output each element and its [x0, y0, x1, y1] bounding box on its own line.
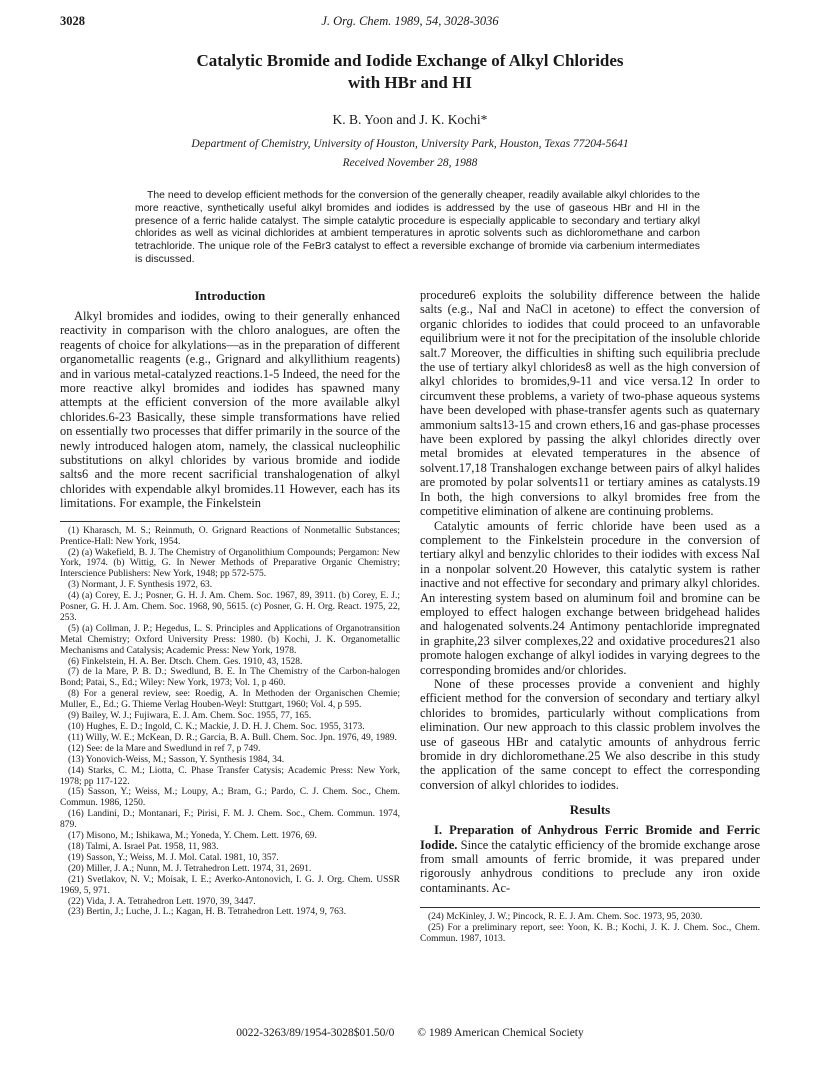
footnote: (9) Bailey, W. J.; Fujiwara, E. J. Am. Chem. Soc. 1955, 77, 165.: [68, 711, 312, 722]
abstract-text: The need to develop efficient methods for the conversion of the generally cheaper, readily available alkyl chlorides to the more reactive, synthetically useful alkyl bromides and iodides is addressed by the use of gaseous HBr and HI in the presence of a ferric halide catalyst. The simple catalytic procedure is especially applicable to secondary and tertiary alkyl chlorides as well as vicinal dichlorides at ambient temperatures in aprotic solvents such as dichloromethane and carbon tetrachloride. The unique role of the FeBr3 catalyst to effect a reversible exchange of bromide via carbenium intermediates is discussed.: [135, 190, 700, 265]
footnote: (25) For a preliminary report, see: Yoon, K. B.; Kochi, J. K. J. Chem. Soc., Chem. Commun. 1987, 1013.: [420, 923, 760, 945]
footnote: (22) Vida, J. A. Tetrahedron Lett. 1970, 39, 3447.: [68, 896, 256, 907]
affiliation: Department of Chemistry, University of Houston, University Park, Houston, Texas 77204-5641: [191, 138, 629, 150]
footnote: (4) (a) Corey, E. J.; Posner, G. H. J. Am. Chem. Soc. 1967, 89, 3911. (b) Corey, E. J.; Posner, G. H. J. Am. Chem. Soc. 1968, 90, 5615. (c) Posner, G. H. Org. React. 1975, 22, 253.: [60, 591, 400, 623]
abstract: [135, 190, 700, 267]
running-header: [60, 14, 760, 30]
title-line-1: Catalytic Bromide and Iodide Exchange of Alkyl Chlorides: [196, 51, 624, 70]
footnote: (8) For a general review, see: Roedig, A. In Methoden der Organischen Chemie; Muller, E., Ed.; G. Thieme Verlag Houben-Weyl: Stuttgart, 1960; Vol. 4, p 595.: [60, 689, 400, 711]
footnote: (2) (a) Wakefield, B. J. The Chemistry of Organolithium Compounds; Pergamon: New York, 1974. (b) Wittig, G. In Newer Methods of Preparative Organic Chemistry; Interscience Publishers: New York, 1948; pp 572-575.: [60, 547, 400, 580]
results-body: [420, 823, 760, 895]
subsection-heading: I. Preparation of Anhydrous Ferric Bromide and Ferric Iodide.: [420, 823, 760, 852]
footnote: (15) Sasson, Y.; Weiss, M.; Loupy, A.; Bram, G.; Pardo, C. J. Chem. Soc., Chem. Commun. 1986, 1250.: [60, 787, 400, 809]
footer-copyright: © 1989 American Chemical Society: [417, 1027, 584, 1039]
right-paragraph-2: Catalytic amounts of ferric chloride have been used as a complement to the Finkelstein procedure in the conversion of tertiary alkyl and benzylic chlorides to their iodides with excess NaI in a nonpolar solvent.20 However, this catalytic system is rather inactive and not effective for secondary and primary alkyl chlorides. An interesting system based on aluminum foil and bromine can be employed to effect halogen exchange between bridgehead halides and halogenated solvents.24 Antimony pentachloride impregnated in graphite,23 silver complexes,22 and oxidative procedures21 also promote halogen exchange of alkyl iodides in varying degrees to the corresponding bromides and/or chlorides.: [420, 518, 760, 677]
authors: K. B. Yoon and J. K. Kochi*: [332, 112, 488, 127]
left-footnotes: [60, 526, 400, 919]
footnote: (17) Misono, M.; Ishikawa, M.; Yoneda, Y. Chem. Lett. 1976, 69.: [68, 831, 317, 842]
footnote: (12) See: de la Mare and Swedlund in ref 7, p 749.: [68, 743, 261, 754]
footnote: (14) Starks, C. M.; Liotta, C. Phase Transfer Catysis; Academic Press: New York, 1978; pp 117-122.: [60, 765, 400, 787]
introduction-body: [60, 309, 400, 511]
results-heading: Results: [569, 802, 611, 818]
footnote: (20) Miller, J. A.; Nunn, M. J. Tetrahedron Lett. 1974, 31, 2691.: [68, 863, 312, 874]
results-paragraph: [420, 823, 760, 895]
footnote: (6) Finkelstein, H. A. Ber. Dtsch. Chem. Ges. 1910, 43, 1528.: [68, 656, 303, 667]
footnote: (10) Hughes, E. D.; Ingold, C. K.; Mackie, J. D. H. J. Chem. Soc. 1955, 3173.: [68, 722, 365, 732]
right-footnote-divider: [420, 907, 760, 908]
footnote-divider: [60, 521, 400, 522]
page-footer: [60, 1027, 760, 1039]
footnote: (13) Yonovich-Weiss, M.; Sasson, Y. Synthesis 1984, 34.: [68, 754, 285, 765]
right-paragraph-3: None of these processes provide a convenient and highly efficient method for the conversion of secondary and tertiary alkyl chlorides to bromides, particularly without complications from elimination. Our new approach to this classic problem involves the use of gaseous HBr and catalytic amounts of anhydrous ferric bromide in dry dichloromethane.25 We also describe in this study the application of the same concept to effect the corresponding conversion of alkyl chlorides to iodides.: [420, 676, 760, 792]
footnote: (11) Willy, W. E.; McKean, D. R.; Garcia, B. A. Bull. Chem. Soc. Jpn. 1976, 49, 1989.: [68, 732, 397, 743]
received-date: Received November 28, 1988: [342, 157, 478, 169]
footnote: (1) Kharasch, M. S.; Reinmuth, O. Grignard Reactions of Nonmetallic Substances; Prentice-Hall: New York, 1954.: [60, 525, 400, 547]
footnote: (18) Talmi, A. Israel Pat. 1958, 11, 983.: [68, 841, 219, 852]
footnote: (23) Bertin, J.; Luche, J. L.; Kagan, H. B. Tetrahedron Lett. 1974, 9, 763.: [68, 907, 347, 918]
page-number: 3028: [60, 14, 85, 28]
article-title: [60, 50, 760, 94]
footnote: (16) Landini, D.; Montanari, F.; Pirisi, F. M. J. Chem. Soc., Chem. Commun. 1974, 879.: [60, 809, 400, 831]
introduction-heading: Introduction: [194, 288, 266, 303]
introduction-paragraph: Alkyl bromides and iodides, owing to their generally enhanced reactivity in comparison with the chloro analogues, are often the reagents of choice for alkylations—as in the preparation of different organometallic reagents (e.g., Grignard and alkyllithium reagents) and in various metal-catalyzed reactions.1-5 Indeed, the need for the more reactive alkyl bromides and iodides has spawned many attempts at the efficient conversion of the more available alkyl chlorides.6-23 Basically, these simple transformations have relied on essentially two processes that differ primarily in the source of the newly introduced halogen atom, namely, the classical nucleophilic substitutions on alkyl chlorides by various bromide and iodide salts6 and the more recent sacrificial transhalogenation of alkyl chlorides with expendable alkyl bromides.11 However, each has its limitations. For example, the Finkelstein: [60, 309, 400, 511]
footnote: (7) de la Mare, P. B. D.; Swedlund, B. E. In The Chemistry of the Carbon-halogen Bond; Patai, S., Ed.; Wiley: New York, 1973; Vol. 1, p 460.: [60, 667, 400, 689]
subsection-text: Since the catalytic efficiency of the bromide exchange arose from small amounts of ferric bromide, it was prepared under rigorously anhydrous conditions to preclude any iron oxide contaminants. Ac-: [420, 837, 760, 895]
right-body: [420, 288, 760, 792]
left-column: [60, 288, 400, 918]
footnote: (5) (a) Collman, J. P.; Hegedus, L. S. Principles and Applications of Organotransition Metal Chemistry; Oxford University Press: 1980. (b) Kochi, J. K. Organometallic Mechanisms and Catalysis; Academic Press: New York, 1978.: [60, 623, 400, 656]
title-line-2: with HBr and HI: [348, 73, 472, 92]
footer-code: 0022-3263/89/1954-3028$01.50/0: [236, 1027, 395, 1039]
journal-citation: J. Org. Chem. 1989, 54, 3028-3036: [321, 14, 499, 28]
footnote: (21) Svetlakov, N. V.; Moisak, I. E.; Averko-Antonovich, I. G. J. Org. Chem. USSR 1969, 5, 971.: [60, 874, 400, 896]
right-column: [420, 288, 760, 945]
footnote: (24) McKinley, J. W.; Pincock, R. E. J. Am. Chem. Soc. 1973, 95, 2030.: [428, 912, 703, 923]
right-footnotes: [420, 912, 760, 945]
footnote: (3) Normant, J. F. Synthesis 1972, 63.: [68, 580, 213, 591]
right-paragraph-1: procedure6 exploits the solubility difference between the halide salts (e.g., NaI and NaCl in acetone) to effect the conversion of organic chlorides to iodides that could proceed to an unfavorable equilibrium were it not for the precipitation of the insoluble chloride salt.7 Moreover, the difficulties in shifting such equilibria preclude the use of tertiary alkyl chlorides8 as well as the high conversion of alkyl chlorides to bromides,9-11 and vice versa.12 In order to circumvent these problems, a variety of two-phase aqueous systems have been developed with phase-transfer agents such as quaternary ammonium salts13-15 and crown ethers,16 and gas-phase processes have been explored by passing the alkyl chlorides directly over metal bromides at elevated temperatures in the absence of solvent.17,18 Transhalogen exchange between pairs of alkyl halides are promoted by polar solvents11 or tertiary amines as catalysts.19 In both, the high conversions to alkyl bromides free from the competitive elimination of alkene are continuing problems.: [420, 288, 760, 519]
footnote: (19) Sasson, Y.; Weiss, M. J. Mol. Catal. 1981, 10, 357.: [68, 852, 279, 863]
